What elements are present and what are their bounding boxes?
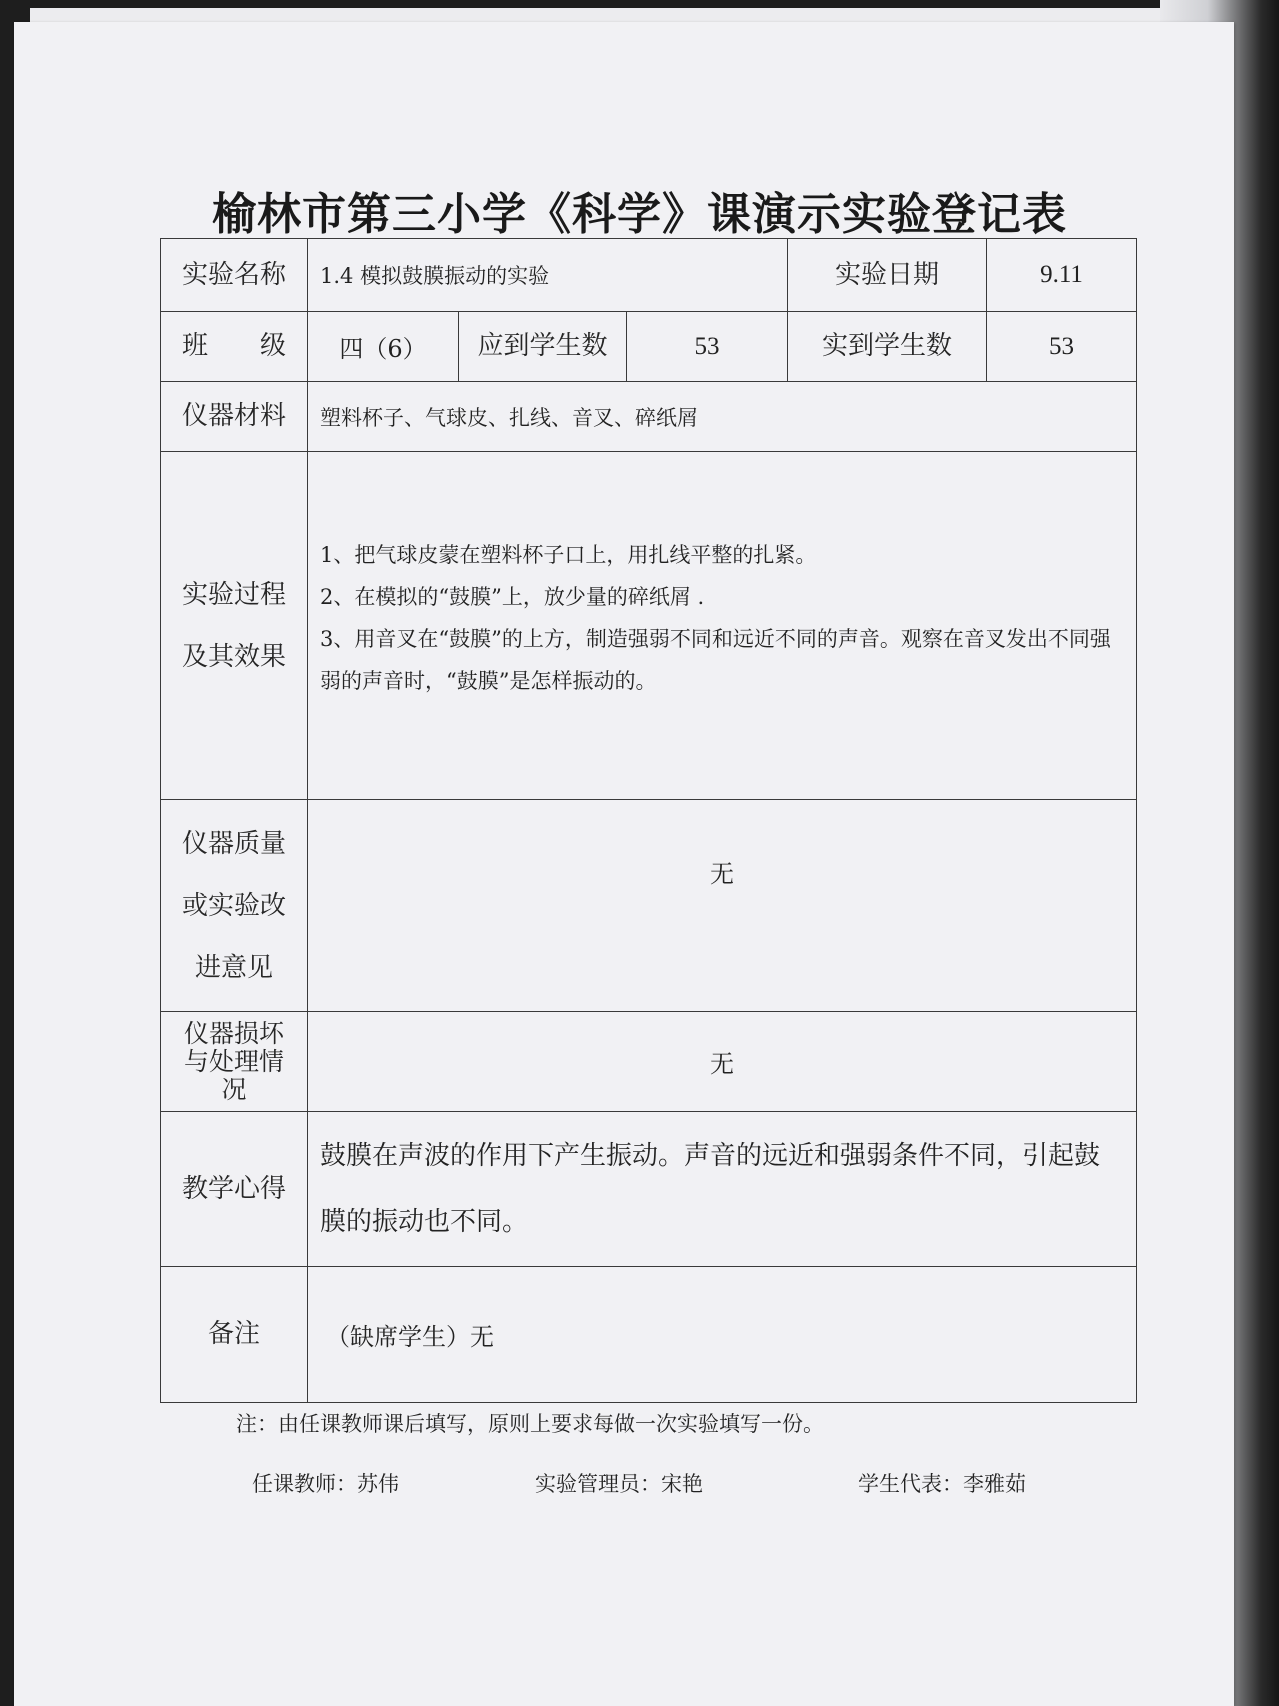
label-damage-line2: 与处理情	[183, 1046, 284, 1076]
row-process	[161, 452, 1137, 800]
footnote: 注：由任课教师课后填写，原则上要求每做一次实验填写一份。	[236, 1412, 824, 1436]
label-class: 班 级	[161, 312, 308, 382]
label-experiment-name: 实验名称	[161, 239, 308, 312]
label-insight: 教学心得	[161, 1112, 308, 1267]
label-damage	[161, 1012, 308, 1112]
label-materials: 仪器材料	[161, 382, 308, 452]
label-process	[161, 452, 308, 800]
label-damage-line3: 况	[221, 1074, 247, 1104]
process-step-3: 3、用音叉在“鼓膜”的上方，制造强弱不同和远近不同的声音。观察在音叉发出不同强弱的声音时，“鼓膜”是怎样振动的。	[320, 627, 1111, 693]
row-remarks	[161, 1267, 1137, 1403]
label-actual-students: 实到学生数	[788, 312, 987, 382]
label-process-line1: 实验过程	[181, 579, 286, 610]
value-class: 四（6）	[308, 312, 459, 382]
label-quality	[161, 800, 308, 1012]
row-class	[161, 312, 1137, 382]
label-quality-line2: 或实验改	[181, 890, 286, 921]
row-damage	[161, 1012, 1137, 1112]
value-remarks: （缺席学生）无	[308, 1267, 1137, 1403]
document-title: 榆林市第三小学《科学》课演示实验登记表	[212, 189, 1067, 240]
value-process	[308, 452, 1137, 800]
label-quality-line3: 进意见	[194, 952, 273, 983]
label-expected-students: 应到学生数	[459, 312, 627, 382]
row-experiment-name	[161, 239, 1137, 312]
signature-teacher: 任课教师：苏伟	[252, 1472, 399, 1496]
value-insight: 鼓膜在声波的作用下产生振动。声音的远近和强弱条件不同，引起鼓膜的振动也不同。	[308, 1112, 1137, 1267]
registration-form-table	[160, 238, 1137, 1403]
label-process-line2: 及其效果	[181, 641, 286, 672]
value-experiment-date: 9.11	[987, 239, 1137, 312]
value-quality: 无	[308, 800, 1137, 1012]
process-step-2: 2、在模拟的“鼓膜”上，放少量的碎纸屑 .	[320, 585, 705, 609]
value-experiment-name: 1.4 模拟鼓膜振动的实验	[308, 239, 788, 312]
row-materials	[161, 382, 1137, 452]
label-experiment-date: 实验日期	[788, 239, 987, 312]
signature-admin: 实验管理员：宋艳	[535, 1472, 703, 1496]
value-actual-students: 53	[987, 312, 1137, 382]
process-step-1: 1、把气球皮蒙在塑料杯子口上，用扎线平整的扎紧。	[320, 543, 817, 567]
label-damage-line1: 仪器损坏	[183, 1018, 284, 1048]
value-damage: 无	[308, 1012, 1137, 1112]
value-materials: 塑料杯子、气球皮、扎线、音叉、碎纸屑	[308, 382, 1137, 452]
row-quality	[161, 800, 1137, 1012]
label-quality-line1: 仪器质量	[181, 828, 286, 859]
value-expected-students: 53	[627, 312, 788, 382]
row-insight	[161, 1112, 1137, 1267]
signature-student-rep: 学生代表：李雅茹	[858, 1472, 1026, 1496]
label-remarks: 备注	[161, 1267, 308, 1403]
